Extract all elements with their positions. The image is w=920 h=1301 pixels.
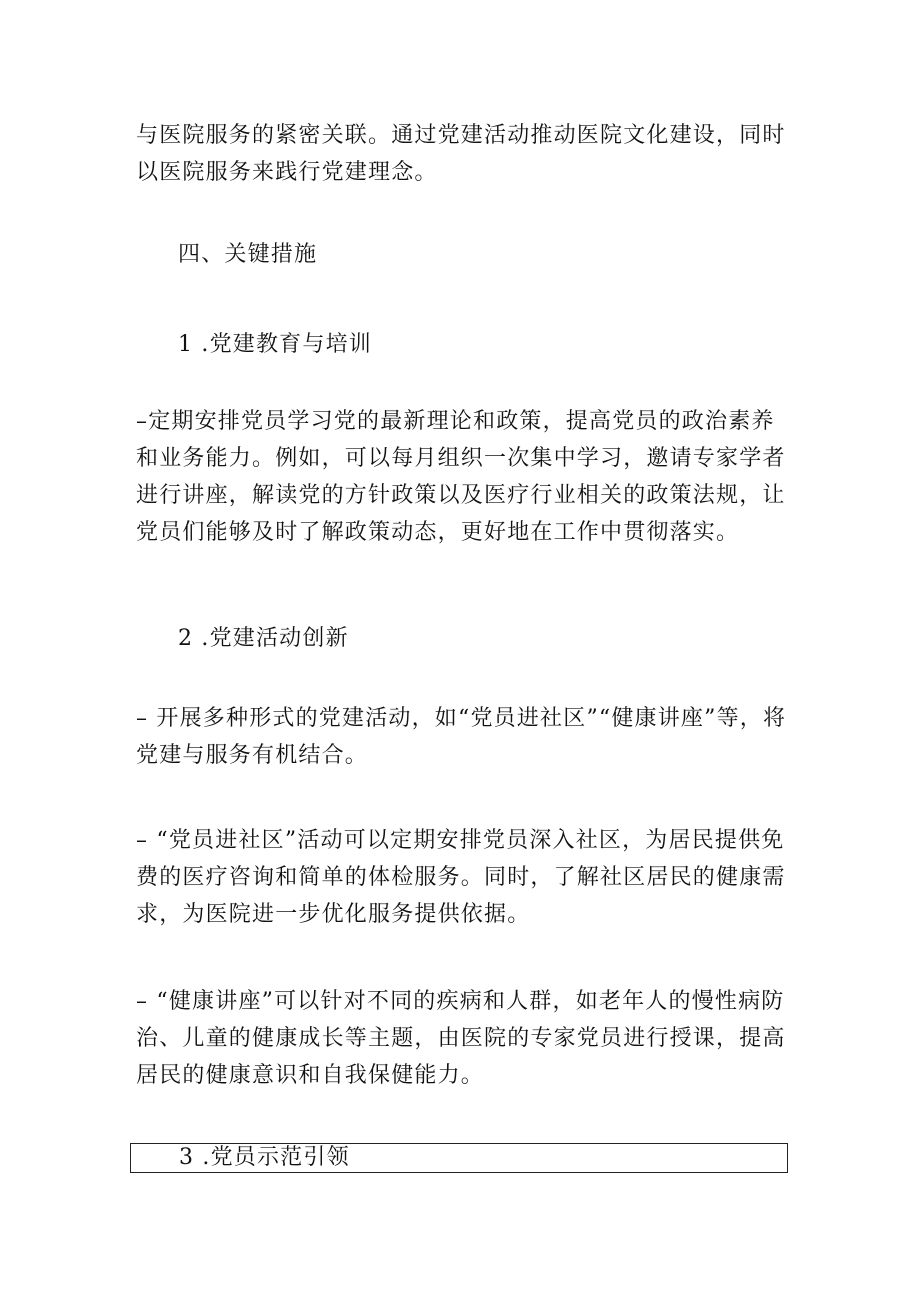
subheading-1: 1 .党建教育与培训 xyxy=(178,332,372,357)
subheading-3-box xyxy=(130,1143,788,1173)
paragraph-education: –定期安排党员学习党的最新理论和政策，提高党员的政治素养和业务能力。例如，可以每月组织一次集中学习，邀请专家学者进行讲座，解读党的方针政策以及医疗行业相关的政策法规，让党员们能够及时了解政策动态，更好地在工作中贯彻落实。 xyxy=(136,409,786,545)
paragraph-activities: – 开展多种形式的党建活动，如“党员进社区”“健康讲座”等，将党建与服务有机结合。 xyxy=(136,706,787,768)
paragraph-community: – “党员进社区”活动可以定期安排党员深入社区，为居民提供免费的医疗咨询和简单的体检服务。同时，了解社区居民的健康需求，为医院进一步优化服务提供依据。 xyxy=(136,828,786,927)
subheading-3: 3 .党员示范引领 xyxy=(179,1145,350,1170)
paragraph-intro: 与医院服务的紧密关联。通过党建活动推动医院文化建设，同时以医院服务来践行党建理念。 xyxy=(136,123,786,185)
subheading-2: 2 .党建活动创新 xyxy=(178,626,349,651)
section-heading: 四、关键措施 xyxy=(178,242,318,267)
paragraph-lecture: – “健康讲座”可以针对不同的疾病和人群，如老年人的慢性病防治、儿童的健康成长等主题，由医院的专家党员进行授课，提高居民的健康意识和自我保健能力。 xyxy=(136,989,786,1088)
